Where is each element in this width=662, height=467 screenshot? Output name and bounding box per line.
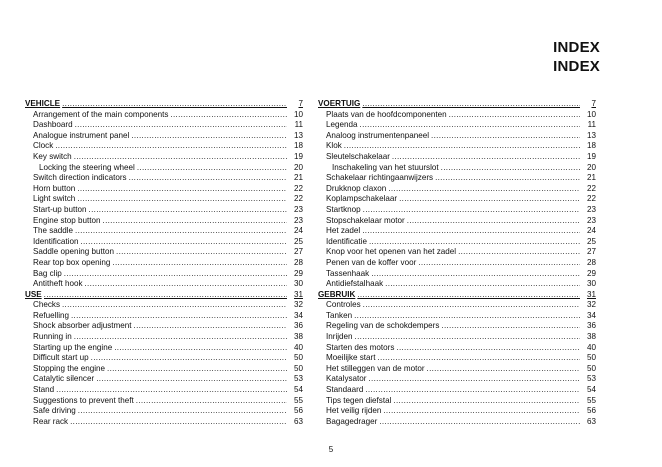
toc-page-number: 7 xyxy=(591,99,596,108)
dot-leader xyxy=(371,269,580,280)
toc-page-number: 54 xyxy=(586,385,596,395)
toc-entry-row[interactable] xyxy=(318,110,596,121)
toc-page-number: 7 xyxy=(298,99,303,108)
toc-page-number: 20 xyxy=(293,162,303,172)
toc-entry-label: Refuelling xyxy=(33,310,69,320)
toc-entry-row[interactable] xyxy=(318,194,596,205)
toc-entry-label: Analoog instrumentenpaneel xyxy=(326,130,430,140)
toc-entry-row[interactable] xyxy=(318,258,596,269)
toc-section-row[interactable] xyxy=(25,99,303,110)
toc-entry-label: Safe driving xyxy=(33,406,76,416)
toc-entry-label: Key switch xyxy=(33,151,72,161)
toc-entry-label: Tips tegen diefstal xyxy=(326,395,392,405)
toc-entry-label: Schakelaar richtingaanwijzers xyxy=(326,173,434,183)
toc-entry-label: Het zadel xyxy=(326,226,361,236)
toc-page-number: 23 xyxy=(586,215,596,225)
toc-entry-label: Stopschakelaar motor xyxy=(326,215,405,225)
dot-leader xyxy=(360,120,580,131)
toc-page-number: 29 xyxy=(293,268,303,278)
toc-entry-label: Katalysator xyxy=(326,374,367,384)
toc-page-number: 23 xyxy=(586,204,596,214)
toc-entry-row[interactable] xyxy=(318,321,596,332)
toc-entry-row[interactable] xyxy=(25,311,303,322)
dot-leader xyxy=(71,311,287,322)
toc-page-number: 56 xyxy=(586,406,596,416)
dot-leader xyxy=(74,332,287,343)
dot-leader xyxy=(441,163,580,174)
dot-leader xyxy=(112,258,287,269)
dot-leader xyxy=(363,205,580,216)
dot-leader xyxy=(441,321,580,332)
toc-entry-row[interactable] xyxy=(25,321,303,332)
dot-leader xyxy=(355,332,580,343)
dot-leader xyxy=(369,374,581,385)
toc-entry-row[interactable] xyxy=(318,163,596,174)
toc-entry-label: Difficult start up xyxy=(33,353,89,363)
toc-page-number: 28 xyxy=(586,257,596,267)
toc-entry-label: Plaats van de hoofdcomponenten xyxy=(326,109,447,119)
toc-section-row[interactable] xyxy=(318,290,596,301)
dot-leader xyxy=(77,194,287,205)
toc-entry-row[interactable] xyxy=(318,353,596,364)
toc-entry-row[interactable] xyxy=(25,194,303,205)
index-headings xyxy=(553,38,600,76)
dot-leader xyxy=(89,205,287,216)
toc-page-number: 10 xyxy=(586,109,596,119)
toc-page-number: 36 xyxy=(293,321,303,331)
toc-entry-row[interactable] xyxy=(25,279,303,290)
dot-leader xyxy=(134,321,287,332)
toc-entry-label: Identification xyxy=(33,236,79,246)
dot-leader xyxy=(137,163,287,174)
toc-entry-label: Dashboard xyxy=(33,120,73,130)
dot-leader xyxy=(344,141,580,152)
toc-entry-label: Engine stop button xyxy=(33,215,101,225)
toc-entry-row[interactable] xyxy=(25,226,303,237)
toc-entry-row[interactable] xyxy=(25,396,303,407)
toc-entry-row[interactable] xyxy=(25,374,303,385)
dot-leader xyxy=(427,364,580,375)
toc-entry-label: Starten des motors xyxy=(326,342,395,352)
dot-leader xyxy=(62,99,287,110)
toc-entry-label: Analogue instrument panel xyxy=(33,130,130,140)
toc-entry-row[interactable] xyxy=(318,269,596,280)
toc-entry-row[interactable] xyxy=(318,173,596,184)
dot-leader xyxy=(103,216,287,227)
toc-entry-row[interactable] xyxy=(318,141,596,152)
toc-entry-label: Horn button xyxy=(33,183,76,193)
toc-entry-label: Tassenhaak xyxy=(326,268,370,278)
toc-page-number: 22 xyxy=(586,183,596,193)
toc-entry-row[interactable] xyxy=(25,131,303,142)
index-heading-nl: INDEX xyxy=(553,58,600,75)
toc-section-row[interactable] xyxy=(318,99,596,110)
toc-page-number: 29 xyxy=(586,268,596,278)
toc-page-number: 38 xyxy=(586,332,596,342)
toc-entry-label: Bag clip xyxy=(33,268,62,278)
dot-leader xyxy=(77,184,287,195)
dot-leader xyxy=(74,152,287,163)
toc-entry-label: VOERTUIG xyxy=(318,99,361,108)
toc-entry-label: Klok xyxy=(326,141,342,151)
toc-page-number: 63 xyxy=(293,416,303,426)
toc-entry-label: Moeilijke start xyxy=(326,353,376,363)
toc-page-number: 11 xyxy=(587,120,596,130)
toc-entry-label: Saddle opening button xyxy=(33,247,115,257)
toc-entry-row[interactable] xyxy=(25,343,303,354)
toc-entry-label: Stand xyxy=(33,385,55,395)
toc-entry-row[interactable] xyxy=(318,237,596,248)
dot-leader xyxy=(362,226,580,237)
toc-page-number: 55 xyxy=(586,395,596,405)
toc-page-number: 30 xyxy=(293,279,303,289)
dot-leader xyxy=(449,110,580,121)
toc-entry-row[interactable] xyxy=(318,216,596,227)
toc-entry-row[interactable] xyxy=(318,343,596,354)
dot-leader xyxy=(75,226,287,237)
toc-entry-row[interactable] xyxy=(318,184,596,195)
toc-page-number: 55 xyxy=(293,395,303,405)
dot-leader xyxy=(407,216,580,227)
page-number: 5 xyxy=(328,445,334,454)
toc-page-number: 30 xyxy=(586,279,596,289)
dot-leader xyxy=(393,396,580,407)
toc-page-number: 50 xyxy=(293,353,303,363)
toc-entry-label: The saddle xyxy=(33,226,74,236)
dot-leader xyxy=(377,353,580,364)
dot-leader xyxy=(435,173,580,184)
toc-entry-label: Inschakeling van het stuurslot xyxy=(332,162,439,172)
toc-entry-row[interactable] xyxy=(25,205,303,216)
toc-entry-row[interactable] xyxy=(318,385,596,396)
toc-entry-label: Shock absorber adjustment xyxy=(33,321,132,331)
toc-entry-row[interactable] xyxy=(25,110,303,121)
toc-entry-row[interactable] xyxy=(25,406,303,417)
toc-entry-label: Bagagedrager xyxy=(326,416,378,426)
toc-entry-row[interactable] xyxy=(318,406,596,417)
toc-page-number: 40 xyxy=(293,342,303,352)
dot-leader xyxy=(44,290,287,301)
dot-leader xyxy=(354,311,580,322)
toc-page-number: 56 xyxy=(293,406,303,416)
dot-leader xyxy=(458,247,580,258)
toc-page-number: 34 xyxy=(586,310,596,320)
toc-page-number: 54 xyxy=(293,385,303,395)
toc-page-number: 50 xyxy=(586,353,596,363)
toc-entry-label: Standaard xyxy=(326,385,364,395)
toc-page-number: 11 xyxy=(294,120,303,130)
toc-entry-row[interactable] xyxy=(318,332,596,343)
toc-entry-row[interactable] xyxy=(25,353,303,364)
toc-entry-label: Rear rack xyxy=(33,416,69,426)
toc-entry-label: Knop voor het openen van het zadel xyxy=(326,247,457,257)
toc-entry-row[interactable] xyxy=(25,269,303,280)
toc-entry-row[interactable] xyxy=(318,374,596,385)
toc-entry-row[interactable] xyxy=(25,300,303,311)
toc-page-number: 53 xyxy=(586,374,596,384)
toc-entry-row[interactable] xyxy=(25,417,303,428)
toc-page-number: 18 xyxy=(586,141,596,151)
dot-leader xyxy=(62,300,287,311)
toc-page-number: 50 xyxy=(586,363,596,373)
dot-leader xyxy=(357,290,580,301)
dot-leader xyxy=(116,247,287,258)
toc-page-number: 22 xyxy=(293,183,303,193)
toc-entry-label: Het veilig rijden xyxy=(326,406,382,416)
toc-page-number: 23 xyxy=(293,204,303,214)
toc-entry-label: Start-up button xyxy=(33,204,87,214)
toc-page-number: 40 xyxy=(586,342,596,352)
toc-entry-row[interactable] xyxy=(318,417,596,428)
toc-entry-row[interactable] xyxy=(25,247,303,258)
dot-leader xyxy=(91,353,287,364)
toc-entry-row[interactable] xyxy=(318,131,596,142)
dot-leader xyxy=(369,237,580,248)
toc-page-number: 27 xyxy=(586,247,596,257)
toc-page-number: 27 xyxy=(293,247,303,257)
toc-column-dutch xyxy=(318,99,596,427)
toc-entry-row[interactable] xyxy=(318,364,596,375)
toc-page-number: 23 xyxy=(293,215,303,225)
toc-entry-label: Catalytic silencer xyxy=(33,374,95,384)
toc-entry-row[interactable] xyxy=(318,311,596,322)
dot-leader xyxy=(56,385,287,396)
toc-entry-row[interactable] xyxy=(25,120,303,131)
dot-leader xyxy=(131,131,287,142)
dot-leader xyxy=(383,406,580,417)
dot-leader xyxy=(388,184,580,195)
toc-page-number: 20 xyxy=(586,162,596,172)
toc-page-number: 31 xyxy=(293,289,303,299)
dot-leader xyxy=(170,110,287,121)
toc-entry-label: Controles xyxy=(326,300,361,310)
toc-entry-label: Antidiefstalhaak xyxy=(326,279,384,289)
toc-section-row[interactable] xyxy=(25,290,303,301)
toc-entry-row[interactable] xyxy=(25,141,303,152)
dot-leader xyxy=(363,300,580,311)
dot-leader xyxy=(78,406,287,417)
toc-entry-label: GEBRUIK xyxy=(318,289,356,299)
toc-entry-row[interactable] xyxy=(25,163,303,174)
toc-entry-label: Switch direction indicators xyxy=(33,173,127,183)
dot-leader xyxy=(85,279,288,290)
toc-page-number: 38 xyxy=(293,332,303,342)
toc-page-number: 22 xyxy=(293,194,303,204)
toc-entry-row[interactable] xyxy=(25,216,303,227)
toc-entry-row[interactable] xyxy=(318,152,596,163)
dot-leader xyxy=(399,194,580,205)
toc-entry-label: Suggestions to prevent theft xyxy=(33,395,134,405)
toc-page-number: 31 xyxy=(586,289,596,299)
dot-leader xyxy=(392,152,580,163)
toc-entry-row[interactable] xyxy=(318,300,596,311)
index-heading-en: INDEX xyxy=(553,39,600,56)
dot-leader xyxy=(107,364,287,375)
toc-entry-label: Sleutelschakelaar xyxy=(326,151,390,161)
dot-leader xyxy=(75,120,287,131)
toc-entry-row[interactable] xyxy=(25,173,303,184)
toc-page-number: 25 xyxy=(586,236,596,246)
toc-entry-label: Checks xyxy=(33,300,60,310)
toc-entry-label: VEHICLE xyxy=(25,99,61,108)
dot-leader xyxy=(80,237,287,248)
toc-page-number: 32 xyxy=(293,300,303,310)
toc-entry-label: Startknop xyxy=(326,204,361,214)
toc-entry-label: USE xyxy=(25,289,42,299)
toc-page-number: 21 xyxy=(586,173,596,183)
dot-leader xyxy=(55,141,287,152)
toc-entry-label: Antitheft hook xyxy=(33,279,83,289)
toc-page-number: 53 xyxy=(293,374,303,384)
toc-entry-label: Rear top box opening xyxy=(33,257,111,267)
toc-page-number: 28 xyxy=(293,257,303,267)
toc-page-number: 24 xyxy=(293,226,303,236)
toc-page-number: 24 xyxy=(586,226,596,236)
dot-leader xyxy=(385,279,580,290)
toc-entry-row[interactable] xyxy=(25,332,303,343)
dot-leader xyxy=(64,269,287,280)
toc-entry-row[interactable] xyxy=(318,120,596,131)
toc-entry-row[interactable] xyxy=(318,247,596,258)
dot-leader xyxy=(96,374,287,385)
dot-leader xyxy=(362,99,580,110)
toc-entry-row[interactable] xyxy=(25,364,303,375)
toc-page-number: 19 xyxy=(293,151,303,161)
toc-page-number: 22 xyxy=(586,194,596,204)
toc-entry-row[interactable] xyxy=(318,226,596,237)
toc-page-number: 13 xyxy=(586,130,596,140)
toc-entry-label: Arrangement of the main components xyxy=(33,109,169,119)
toc-entry-label: Koplampschakelaar xyxy=(326,194,398,204)
toc-entry-label: Running in xyxy=(33,332,72,342)
toc-entry-row[interactable] xyxy=(25,152,303,163)
toc-page-number: 13 xyxy=(293,130,303,140)
toc-entry-row[interactable] xyxy=(25,385,303,396)
dot-leader xyxy=(129,173,287,184)
toc-page-number: 10 xyxy=(293,109,303,119)
toc-entry-label: Clock xyxy=(33,141,54,151)
toc-entry-label: Drukknop claxon xyxy=(326,183,387,193)
toc-entry-row[interactable] xyxy=(318,205,596,216)
toc-page-number: 19 xyxy=(586,151,596,161)
toc-entry-label: Penen van de koffer voor xyxy=(326,257,417,267)
toc-page-number: 21 xyxy=(293,173,303,183)
dot-leader xyxy=(365,385,580,396)
toc-entry-label: Stopping the engine xyxy=(33,363,106,373)
toc-page-number: 25 xyxy=(293,236,303,246)
toc-page-number: 32 xyxy=(586,300,596,310)
toc-entry-label: Locking the steering wheel xyxy=(39,162,135,172)
dot-leader xyxy=(70,417,287,428)
toc-entry-label: Inrijden xyxy=(326,332,353,342)
toc-entry-label: Het stilleggen van de motor xyxy=(326,363,425,373)
toc-page-number: 36 xyxy=(586,321,596,331)
toc-entry-row[interactable] xyxy=(318,279,596,290)
toc-page-number: 50 xyxy=(293,363,303,373)
toc-entry-row[interactable] xyxy=(318,396,596,407)
toc-entry-row[interactable] xyxy=(25,184,303,195)
dot-leader xyxy=(136,396,287,407)
dot-leader xyxy=(379,417,580,428)
toc-entry-label: Light switch xyxy=(33,194,76,204)
toc-entry-row[interactable] xyxy=(25,258,303,269)
toc-page-number: 18 xyxy=(293,141,303,151)
toc-entry-row[interactable] xyxy=(25,237,303,248)
toc-column-english xyxy=(25,99,303,427)
dot-leader xyxy=(418,258,580,269)
toc-page-number: 63 xyxy=(586,416,596,426)
dot-leader xyxy=(396,343,580,354)
toc-entry-label: Identificatie xyxy=(326,236,367,246)
toc-entry-label: Starting up the engine xyxy=(33,342,113,352)
toc-entry-label: Legenda xyxy=(326,120,358,130)
toc-entry-label: Regeling van de schokdempers xyxy=(326,321,440,331)
dot-leader xyxy=(431,131,580,142)
dot-leader xyxy=(114,343,287,354)
toc-page-number: 34 xyxy=(293,310,303,320)
toc-entry-label: Tanken xyxy=(326,310,353,320)
